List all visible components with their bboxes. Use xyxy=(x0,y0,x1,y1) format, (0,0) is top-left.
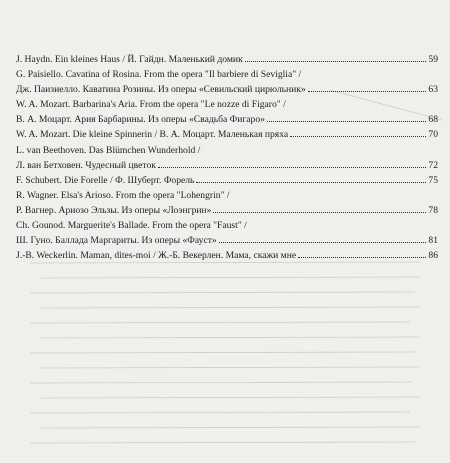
dot-leader xyxy=(213,212,426,213)
dot-leader xyxy=(298,257,426,258)
toc-entry-title: Л. ван Бетховен. Чудесный цветок xyxy=(16,159,156,171)
toc-entry xyxy=(16,218,438,248)
dot-leader xyxy=(290,136,426,137)
toc-entry xyxy=(16,127,438,142)
toc-entry xyxy=(16,248,438,263)
toc-entry xyxy=(16,52,438,67)
toc-page-number: 86 xyxy=(428,250,438,262)
toc-entry-title: Ш. Гуно. Баллада Маргариты. Из оперы «Фауст» xyxy=(16,235,217,247)
dot-leader xyxy=(196,182,426,183)
toc-page-number: 81 xyxy=(428,235,438,247)
toc-entry-row xyxy=(16,233,438,248)
toc-entry xyxy=(16,188,438,218)
toc-entry-title: Р. Вагнер. Ариозо Эльзы. Из оперы «Лоэнгрин» xyxy=(16,204,212,216)
dot-leader xyxy=(308,91,427,92)
toc-entry-row xyxy=(16,173,438,188)
toc-page-number: 63 xyxy=(428,84,438,96)
toc-page-number: 59 xyxy=(428,54,438,65)
toc-entry xyxy=(16,173,438,188)
toc-entry xyxy=(16,143,438,173)
toc-entry-row xyxy=(16,248,438,263)
toc-entry-original-title: G. Paisiello. Cavatina of Rosina. From the opera "Il barbiere di Seviglia" / xyxy=(16,69,302,81)
toc-entry-original-title: W. A. Mozart. Barbarina's Aria. From the opera "Le nozze di Figaro" / xyxy=(16,99,286,111)
toc-entry-row xyxy=(16,158,438,173)
toc-entry-original-title: R. Wagner. Elsa's Arioso. From the opera "Lohengrin" / xyxy=(16,189,230,201)
toc-entry-row xyxy=(16,82,438,97)
toc-page-number: 75 xyxy=(428,174,438,186)
toc-entry-row xyxy=(16,52,438,67)
toc-page-number: 70 xyxy=(428,129,438,141)
toc-entry-row xyxy=(16,112,438,127)
toc-page-number: 78 xyxy=(428,204,438,216)
toc-page-number: 68 xyxy=(428,114,438,126)
toc-entry-row xyxy=(16,203,438,218)
toc-entry xyxy=(16,97,438,127)
dot-leader xyxy=(245,61,427,62)
toc-entry-original-title: L. van Beethoven. Das Blümchen Wunderhold / xyxy=(16,144,201,156)
dot-leader xyxy=(267,121,426,122)
toc-entry-original-title: Ch. Gounod. Marguerite's Ballade. From the opera "Faust" / xyxy=(16,220,247,232)
toc-entry-title: Дж. Паизиелло. Каватина Розины. Из оперы «Севильский цирюльник» xyxy=(16,84,306,96)
toc-entry xyxy=(16,67,438,97)
toc-entry-title: F. Schubert. Die Forelle / Ф. Шуберт. Форель xyxy=(16,174,195,186)
toc-entry-title: J. Haydn. Ein kleines Haus / Й. Гайдн. Маленький домик xyxy=(16,54,243,65)
dot-leader xyxy=(158,167,426,168)
toc-entry-title: J.-B. Weckerlin. Maman, dites-moi / Ж.-Б. Векерлен. Мама, скажи мне xyxy=(16,250,297,262)
toc-entry-row xyxy=(16,127,438,142)
toc-entry-title: W. A. Mozart. Die kleine Spinnerin / В. А. Моцарт. Маленькая пряха xyxy=(16,129,289,141)
dot-leader xyxy=(219,242,427,243)
toc-entry-title: В. А. Моцарт. Ария Барбарины. Из оперы «Свадьба Фигаро» xyxy=(16,114,265,126)
table-of-contents xyxy=(16,52,438,263)
toc-page-number: 72 xyxy=(428,159,438,171)
